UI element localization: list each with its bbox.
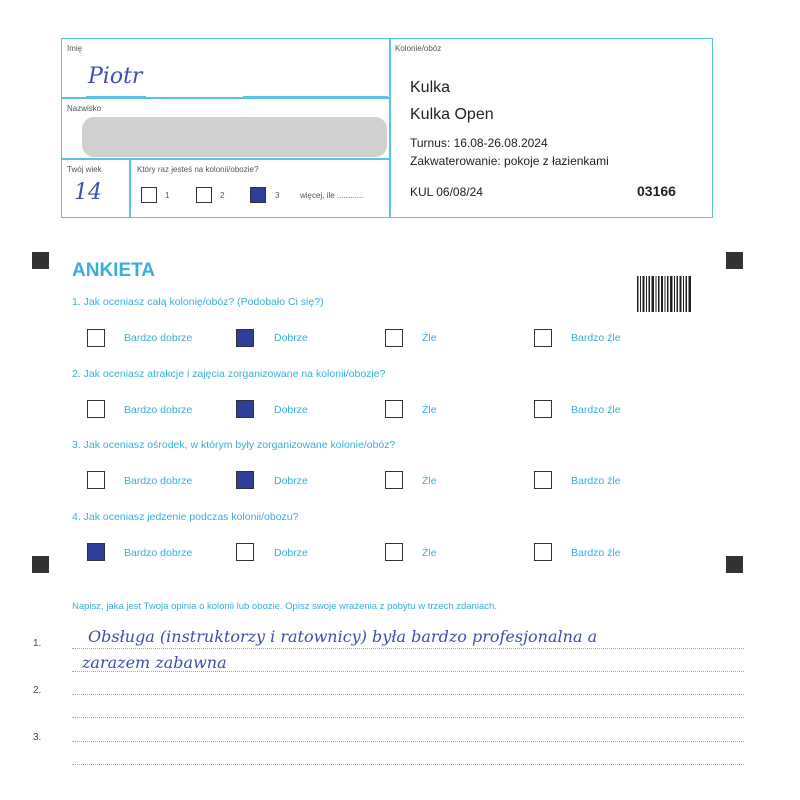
turnus: Turnus: 16.08-26.08.2024 bbox=[410, 136, 548, 150]
line-number-2: 2. bbox=[33, 685, 42, 696]
q2-label-bardzo-zle: Bardzo źle bbox=[571, 404, 621, 416]
handwritten-answer-line-2[interactable]: zarazem zabawna bbox=[82, 653, 227, 672]
registration-marker bbox=[726, 252, 743, 269]
writing-line bbox=[72, 694, 744, 695]
q1-option-zle[interactable] bbox=[385, 329, 403, 347]
line-number-3: 3. bbox=[33, 732, 42, 743]
camp-name: Kulka bbox=[410, 79, 451, 96]
ktory-raz-label: Który raz jesteś na kolonii/obozie? bbox=[137, 165, 259, 174]
q1-label-zle: Źle bbox=[422, 332, 437, 344]
ktory-raz-option-2: 2 bbox=[220, 191, 225, 200]
ktory-raz-option-3: 3 bbox=[275, 191, 280, 200]
ktory-raz-checkbox-2[interactable] bbox=[196, 187, 212, 203]
question-4: 4. Jak oceniasz jedzenie podczas kolonii/obozu? bbox=[72, 511, 299, 523]
q1-option-bardzo-zle[interactable] bbox=[534, 329, 552, 347]
handwritten-answer-line-1[interactable]: Obsługa (instruktorzy i ratownicy) była bardzo profesjonalna a bbox=[88, 627, 598, 646]
age-divider bbox=[129, 158, 131, 218]
header-row-divider bbox=[61, 158, 389, 160]
nazwisko-label: Nazwisko bbox=[67, 104, 102, 113]
opinion-prompt: Napisz, jaka jest Twoja opinia o kolonii lub obozie. Opisz swoje wrażenia z pobytu w trzech zdaniach. bbox=[72, 601, 497, 612]
zakwaterowanie: Zakwaterowanie: pokoje z łazienkami bbox=[410, 154, 609, 168]
q2-option-bardzo-dobrze[interactable] bbox=[87, 400, 105, 418]
q1-label-dobrze: Dobrze bbox=[274, 332, 308, 344]
q3-option-bardzo-dobrze[interactable] bbox=[87, 471, 105, 489]
q2-label-bardzo-dobrze: Bardzo dobrze bbox=[124, 404, 193, 416]
imie-value[interactable]: Piotr bbox=[88, 64, 143, 89]
q1-option-dobrze[interactable] bbox=[236, 329, 254, 347]
q2-label-zle: Źle bbox=[422, 404, 437, 416]
camp-code: KUL 06/08/24 bbox=[410, 185, 483, 199]
q4-label-dobrze: Dobrze bbox=[274, 547, 308, 559]
registration-marker bbox=[726, 556, 743, 573]
ktory-raz-checkbox-1[interactable] bbox=[141, 187, 157, 203]
q3-label-dobrze: Dobrze bbox=[274, 475, 308, 487]
barcode-icon bbox=[637, 276, 691, 312]
imie-underline bbox=[243, 96, 388, 97]
writing-line bbox=[72, 648, 744, 649]
q4-option-bardzo-dobrze[interactable] bbox=[87, 543, 105, 561]
nazwisko-redacted bbox=[82, 117, 387, 157]
line-number-1: 1. bbox=[33, 638, 42, 649]
q2-label-dobrze: Dobrze bbox=[274, 404, 308, 416]
q1-label-bardzo-zle: Bardzo źle bbox=[571, 332, 621, 344]
kolonie-label: Kolonie/obóz bbox=[395, 44, 442, 53]
q3-option-bardzo-zle[interactable] bbox=[534, 471, 552, 489]
camp-program: Kulka Open bbox=[410, 106, 494, 123]
q1-option-bardzo-dobrze[interactable] bbox=[87, 329, 105, 347]
header-divider bbox=[389, 38, 391, 218]
q4-label-zle: Źle bbox=[422, 547, 437, 559]
q4-label-bardzo-zle: Bardzo źle bbox=[571, 547, 621, 559]
imie-label: Imię bbox=[67, 44, 83, 53]
wiek-label: Twój wiek bbox=[67, 165, 102, 174]
header-row-divider bbox=[61, 97, 389, 99]
registration-marker bbox=[32, 252, 49, 269]
form-number: 03166 bbox=[637, 183, 676, 199]
survey-title: ANKIETA bbox=[72, 260, 156, 281]
imie-underline bbox=[86, 96, 146, 97]
q2-option-dobrze[interactable] bbox=[236, 400, 254, 418]
q2-option-bardzo-zle[interactable] bbox=[534, 400, 552, 418]
q4-option-zle[interactable] bbox=[385, 543, 403, 561]
q1-label-bardzo-dobrze: Bardzo dobrze bbox=[124, 332, 193, 344]
q3-label-bardzo-dobrze: Bardzo dobrze bbox=[124, 475, 193, 487]
q2-option-zle[interactable] bbox=[385, 400, 403, 418]
q4-option-dobrze[interactable] bbox=[236, 543, 254, 561]
q4-label-bardzo-dobrze: Bardzo dobrze bbox=[124, 547, 193, 559]
writing-line bbox=[72, 741, 744, 742]
registration-marker bbox=[32, 556, 49, 573]
question-2: 2. Jak oceniasz atrakcje i zajęcia zorganizowane na kolonii/obozie? bbox=[72, 368, 386, 380]
writing-line bbox=[72, 717, 744, 718]
q3-option-dobrze[interactable] bbox=[236, 471, 254, 489]
ktory-raz-option-more: więcej, ile ............ bbox=[300, 191, 364, 200]
q3-option-zle[interactable] bbox=[385, 471, 403, 489]
ktory-raz-checkbox-3[interactable] bbox=[250, 187, 266, 203]
question-1: 1. Jak oceniasz całą kolonię/obóz? (Podobało Ci się?) bbox=[72, 296, 324, 308]
wiek-value[interactable]: 14 bbox=[74, 180, 102, 205]
q3-label-bardzo-zle: Bardzo źle bbox=[571, 475, 621, 487]
writing-line bbox=[72, 764, 744, 765]
question-3: 3. Jak oceniasz ośrodek, w którym były zorganizowane kolonie/obóz? bbox=[72, 439, 396, 451]
q4-option-bardzo-zle[interactable] bbox=[534, 543, 552, 561]
q3-label-zle: Źle bbox=[422, 475, 437, 487]
ktory-raz-option-1: 1 bbox=[165, 191, 170, 200]
